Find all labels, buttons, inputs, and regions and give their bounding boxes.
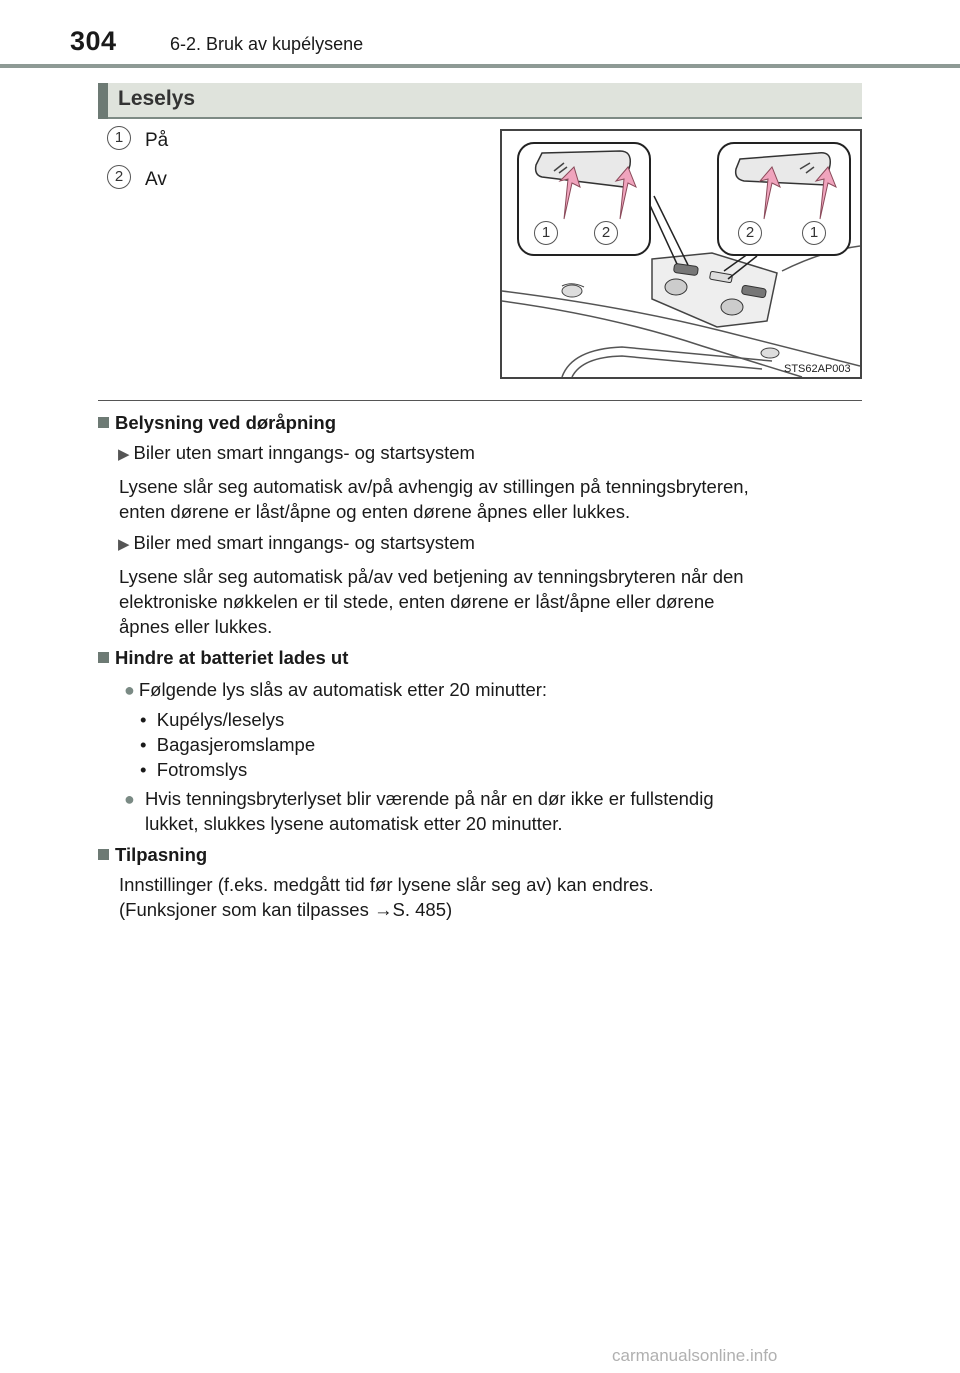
door-para2-line3: åpnes eller lukkes. [119, 616, 273, 637]
reading-light-illustration [500, 129, 862, 379]
callout-right-2: 2 [738, 221, 762, 245]
door-sub1: ▶ Biler uten smart inngangs- og startsystem [118, 442, 475, 463]
door-para1-line1: Lysene slår seg automatisk av/på avhengig av stillingen på tenningsbryteren, [119, 476, 749, 497]
item-label-off: Av [145, 169, 167, 190]
square-bullet-icon [98, 417, 109, 428]
arrow-icon: → [374, 899, 393, 920]
page-reference: S. 485) [392, 899, 453, 920]
list-item: • Bagasjeromslampe [140, 734, 316, 755]
section-accent-bar [98, 83, 108, 119]
item-number-2: 2 [107, 165, 131, 189]
callout-left-2: 2 [594, 221, 618, 245]
square-bullet-icon [98, 652, 109, 663]
circle-bullet-icon: ● [124, 680, 135, 700]
section-title: Leselys [118, 87, 196, 110]
list-item: • Kupélys/leselys [140, 709, 285, 730]
door-para2-line2: elektroniske nøkkelen er til stede, enten dørene er låst/åpne eller dørene [119, 591, 715, 612]
item-label-on: På [145, 130, 169, 151]
custom-line2: (Funksjoner som kan tilpasses →S. 485) [119, 899, 453, 920]
illustration-svg [502, 131, 860, 377]
battery-bullet1: ● Følgende lys slås av automatisk etter 20 minutter: [124, 679, 548, 700]
item-number-1: 1 [107, 126, 131, 150]
door-para2-line1: Lysene slår seg automatisk på/av ved betjening av tenningsbryteren når den [119, 566, 744, 587]
section-header [98, 83, 862, 119]
header-rule [0, 64, 960, 68]
figure-code: STS62AP003 [784, 363, 851, 375]
circle-bullet-icon: ● [124, 789, 135, 809]
door-lighting-heading: Belysning ved døråpning [98, 410, 336, 435]
battery-bullet2-line2: lukket, slukkes lysene automatisk etter 20 minutter. [145, 813, 563, 834]
battery-heading: Hindre at batteriet lades ut [98, 645, 348, 670]
custom-line1: Innstillinger (f.eks. medgått tid før lysene slår seg av) kan endres. [119, 874, 654, 895]
page-number: 304 [70, 26, 117, 56]
battery-bullet2-marker [124, 786, 139, 812]
square-bullet-icon [98, 849, 109, 860]
watermark: carmanualsonline.info [612, 1346, 778, 1365]
triangle-bullet-icon: ▶ [118, 446, 130, 463]
door-sub2: ▶ Biler med smart inngangs- og startsystem [118, 532, 475, 553]
section-divider [98, 400, 862, 401]
callout-left-1: 1 [534, 221, 558, 245]
custom-heading: Tilpasning [98, 842, 207, 867]
chapter-title: 6-2. Bruk av kupélysene [170, 34, 364, 54]
triangle-bullet-icon: ▶ [118, 536, 130, 553]
callout-right-1: 1 [802, 221, 826, 245]
battery-bullet2-line1: Hvis tenningsbryterlyset blir værende på når en dør ikke er fullstendig [145, 788, 714, 809]
door-para1-line2: enten dørene er låst/åpne og enten dørene åpnes eller lukkes. [119, 501, 631, 522]
list-item: • Fotromslys [140, 759, 248, 780]
